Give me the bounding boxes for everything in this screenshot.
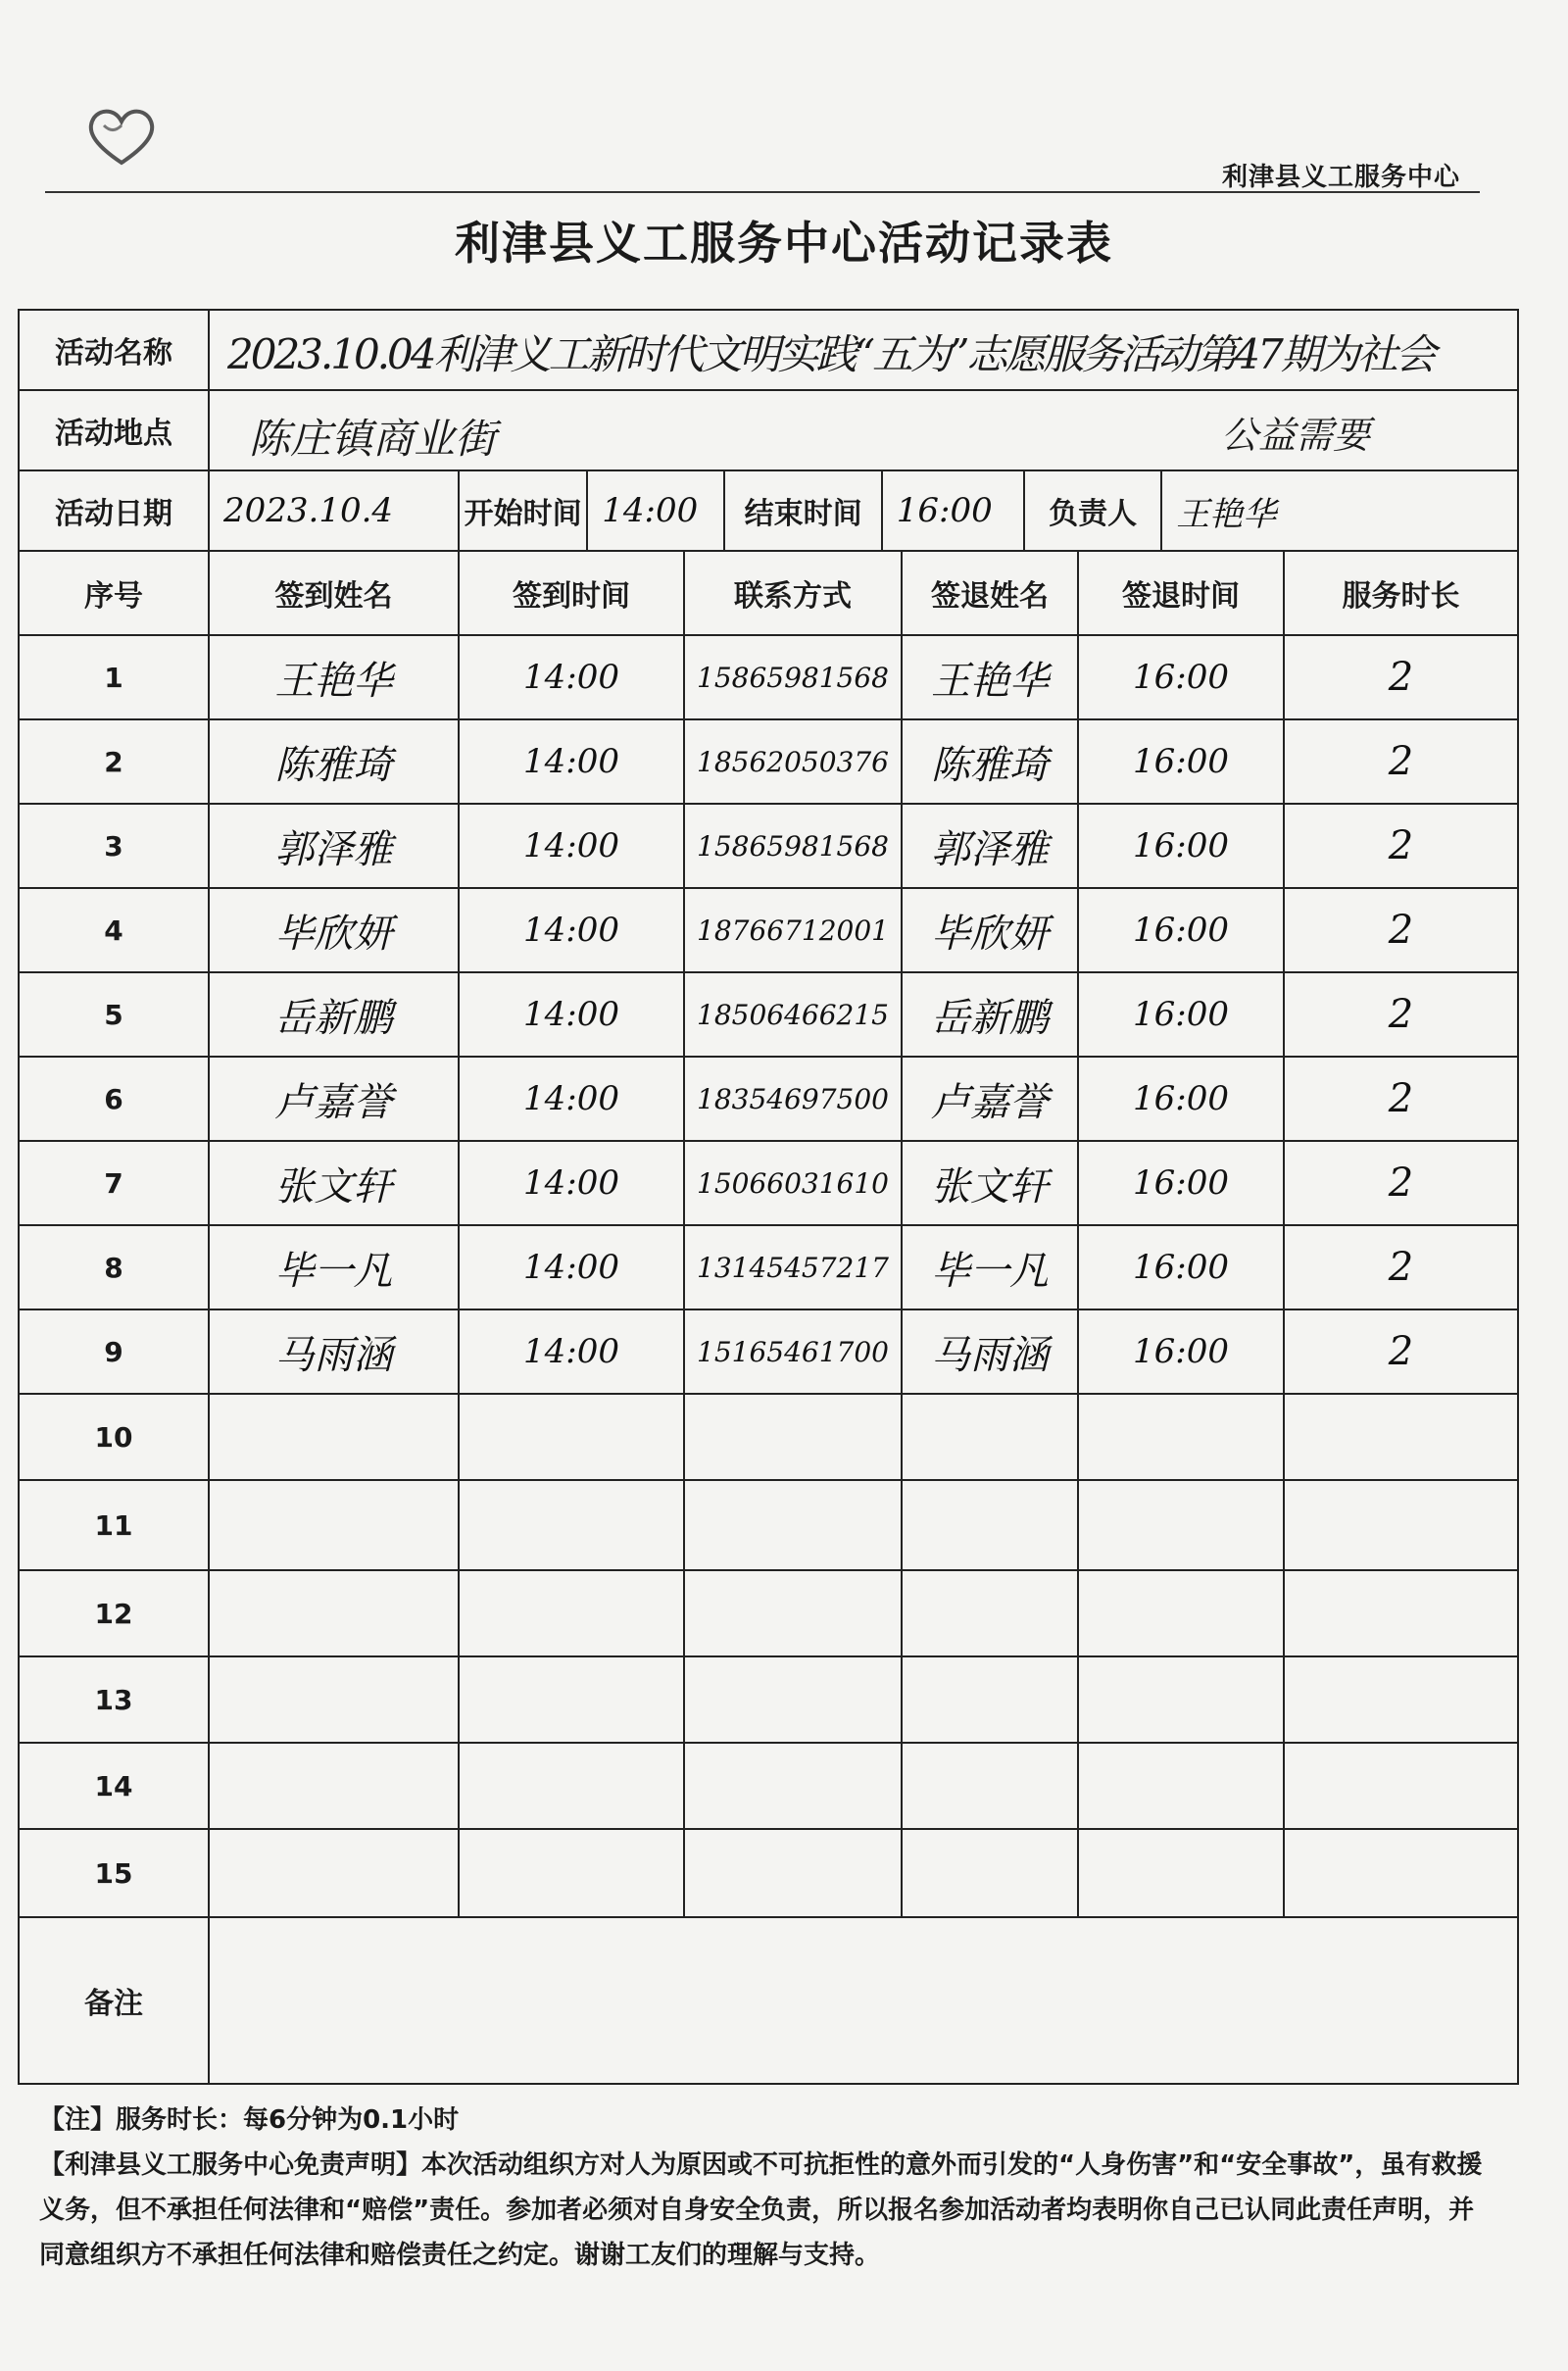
row-number: 8 [19, 1225, 209, 1309]
end-time-label: 结束时间 [724, 471, 881, 550]
signout-name [902, 1570, 1078, 1656]
activity-location-label: 活动地点 [19, 390, 209, 470]
signin-time [459, 1394, 684, 1480]
row-number: 4 [19, 888, 209, 972]
signin-name [209, 1394, 459, 1480]
signout-name [902, 1480, 1078, 1570]
service-hours: 2 [1284, 804, 1518, 888]
service-hours: 2 [1284, 888, 1518, 972]
activity-record-table [18, 309, 1519, 2085]
signout-time [1078, 1829, 1284, 1917]
table-row [19, 635, 1518, 719]
service-hours: 2 [1284, 1141, 1518, 1225]
contact-phone: 15865981568 [684, 804, 902, 888]
row-number: 2 [19, 719, 209, 804]
org-header: 利津县义工服务中心 [1221, 163, 1460, 192]
signin-name: 岳新鹏 [209, 972, 459, 1057]
signin-name: 马雨涵 [209, 1309, 459, 1394]
service-hours [1284, 1480, 1518, 1570]
activity-name-cell [209, 310, 1518, 390]
row-number: 9 [19, 1309, 209, 1394]
service-hours: 2 [1284, 719, 1518, 804]
signout-time: 16:00 [1078, 888, 1284, 972]
contact-phone: 18562050376 [684, 719, 902, 804]
signout-name [902, 1656, 1078, 1743]
signin-time: 14:00 [459, 719, 684, 804]
col-header-contact: 联系方式 [684, 551, 902, 635]
signout-name: 郭泽雅 [902, 804, 1078, 888]
signout-name: 毕欣妍 [902, 888, 1078, 972]
signout-time: 16:00 [1078, 804, 1284, 888]
row-number: 12 [19, 1570, 209, 1656]
signin-name: 卢嘉誉 [209, 1057, 459, 1141]
row-number: 3 [19, 804, 209, 888]
activity-name-continuation: 公益需要 [1221, 414, 1371, 457]
service-hours: 2 [1284, 972, 1518, 1057]
table-row [19, 1656, 1518, 1743]
service-hours: 2 [1284, 635, 1518, 719]
contact-phone [684, 1829, 902, 1917]
signin-name [209, 1570, 459, 1656]
start-time-label: 开始时间 [460, 471, 587, 550]
service-hours: 2 [1284, 1057, 1518, 1141]
signin-name: 王艳华 [209, 635, 459, 719]
signin-time [459, 1480, 684, 1570]
service-hours [1284, 1570, 1518, 1656]
table-row [19, 1743, 1518, 1829]
signout-time: 16:00 [1078, 1225, 1284, 1309]
signout-name [902, 1743, 1078, 1829]
activity-name-label: 活动名称 [19, 310, 209, 390]
signout-time: 16:00 [1078, 1057, 1284, 1141]
signout-time [1078, 1480, 1284, 1570]
table-row [19, 1570, 1518, 1656]
contact-phone [684, 1743, 902, 1829]
table-row [19, 1057, 1518, 1141]
leader-value: 王艳华 [1161, 471, 1517, 550]
row-number: 13 [19, 1656, 209, 1743]
signin-name: 郭泽雅 [209, 804, 459, 888]
service-hours: 2 [1284, 1225, 1518, 1309]
table-row [19, 1141, 1518, 1225]
remarks-row [19, 1917, 1518, 2084]
signin-name: 张文轩 [209, 1141, 459, 1225]
row-number: 7 [19, 1141, 209, 1225]
notes-section [39, 2098, 1490, 2278]
service-hours [1284, 1394, 1518, 1480]
heart-logo-icon [82, 102, 161, 171]
activity-location-value: 陈庄镇商业街 [249, 415, 497, 463]
signout-time: 16:00 [1078, 1141, 1284, 1225]
signin-time [459, 1743, 684, 1829]
table-row [19, 1394, 1518, 1480]
header-divider [45, 191, 1480, 193]
signin-name [209, 1743, 459, 1829]
activity-location-cell [209, 390, 1518, 470]
signout-time: 16:00 [1078, 719, 1284, 804]
signout-name: 卢嘉誉 [902, 1057, 1078, 1141]
signin-name [209, 1480, 459, 1570]
activity-date-label: 活动日期 [19, 470, 209, 551]
table-row [19, 1829, 1518, 1917]
contact-phone [684, 1394, 902, 1480]
contact-phone: 13145457217 [684, 1225, 902, 1309]
contact-phone: 15165461700 [684, 1309, 902, 1394]
activity-time-row [459, 470, 1518, 551]
signout-name: 岳新鹏 [902, 972, 1078, 1057]
signin-time: 14:00 [459, 1309, 684, 1394]
activity-date-value: 2023.10.4 [209, 470, 459, 551]
contact-phone: 18354697500 [684, 1057, 902, 1141]
table-row [19, 1480, 1518, 1570]
service-hours-note: 【注】服务时长：每6分钟为0.1小时 [39, 2105, 460, 2135]
document-title: 利津县义工服务中心活动记录表 [455, 217, 1113, 270]
signin-name: 毕一凡 [209, 1225, 459, 1309]
signout-time [1078, 1570, 1284, 1656]
col-header-service-hours: 服务时长 [1284, 551, 1518, 635]
signin-time: 14:00 [459, 1141, 684, 1225]
row-number: 1 [19, 635, 209, 719]
row-number: 5 [19, 972, 209, 1057]
activity-name-value: 2023.10.04利津义工新时代文明实践“五为”志愿服务活动第47期为社会 [227, 330, 1434, 378]
contact-phone [684, 1570, 902, 1656]
table-row [19, 1309, 1518, 1394]
signin-time [459, 1570, 684, 1656]
signout-time: 16:00 [1078, 1309, 1284, 1394]
signout-name: 陈雅琦 [902, 719, 1078, 804]
signout-name: 毕一凡 [902, 1225, 1078, 1309]
disclaimer: 【利津县义工服务中心免责声明】本次活动组织方对人为原因或不可抗拒性的意外而引发的“人身伤害”和“安全事故”，虽有救援义务，但不承担任何法律和“赔偿”责任。参加者必须对自身安全负责，所以报名参加活动者均表明你自己已认同此责任声明，并同意组织方不承担任何法律和赔偿责任之约定。谢谢工友们的理解与支持。 [39, 2150, 1483, 2270]
signin-time: 14:00 [459, 888, 684, 972]
signout-name [902, 1829, 1078, 1917]
contact-phone [684, 1656, 902, 1743]
table-row [19, 719, 1518, 804]
contact-phone: 15066031610 [684, 1141, 902, 1225]
activity-time-subtable [460, 471, 1517, 550]
signout-name: 马雨涵 [902, 1309, 1078, 1394]
col-header-signout-time: 签退时间 [1078, 551, 1284, 635]
column-header-row [19, 551, 1518, 635]
signout-time [1078, 1394, 1284, 1480]
contact-phone: 18506466215 [684, 972, 902, 1057]
row-number: 14 [19, 1743, 209, 1829]
service-hours [1284, 1743, 1518, 1829]
signin-time: 14:00 [459, 804, 684, 888]
table-row [19, 972, 1518, 1057]
signin-name [209, 1829, 459, 1917]
signin-name: 毕欣妍 [209, 888, 459, 972]
signout-time: 16:00 [1078, 635, 1284, 719]
contact-phone [684, 1480, 902, 1570]
signout-name: 王艳华 [902, 635, 1078, 719]
signin-time: 14:00 [459, 1225, 684, 1309]
col-header-signout-name: 签退姓名 [902, 551, 1078, 635]
end-time-value: 16:00 [882, 471, 1024, 550]
table-row [19, 1225, 1518, 1309]
remarks-label: 备注 [19, 1917, 209, 2084]
signin-time: 14:00 [459, 972, 684, 1057]
signout-time [1078, 1656, 1284, 1743]
signin-time: 14:00 [459, 1057, 684, 1141]
signout-name: 张文轩 [902, 1141, 1078, 1225]
service-hours [1284, 1829, 1518, 1917]
start-time-value: 14:00 [587, 471, 724, 550]
row-number: 11 [19, 1480, 209, 1570]
row-number: 6 [19, 1057, 209, 1141]
signin-time [459, 1656, 684, 1743]
signout-time: 16:00 [1078, 972, 1284, 1057]
signin-name [209, 1656, 459, 1743]
service-hours [1284, 1656, 1518, 1743]
signin-time [459, 1829, 684, 1917]
leader-label: 负责人 [1024, 471, 1161, 550]
contact-phone: 18766712001 [684, 888, 902, 972]
remarks-cell [209, 1917, 1518, 2084]
signin-time: 14:00 [459, 635, 684, 719]
contact-phone: 15865981568 [684, 635, 902, 719]
row-number: 10 [19, 1394, 209, 1480]
service-hours: 2 [1284, 1309, 1518, 1394]
signout-time [1078, 1743, 1284, 1829]
signout-name [902, 1394, 1078, 1480]
col-header-signin-name: 签到姓名 [209, 551, 459, 635]
col-header-no: 序号 [19, 551, 209, 635]
table-row [19, 804, 1518, 888]
row-number: 15 [19, 1829, 209, 1917]
col-header-signin-time: 签到时间 [459, 551, 684, 635]
table-row [19, 888, 1518, 972]
signin-name: 陈雅琦 [209, 719, 459, 804]
